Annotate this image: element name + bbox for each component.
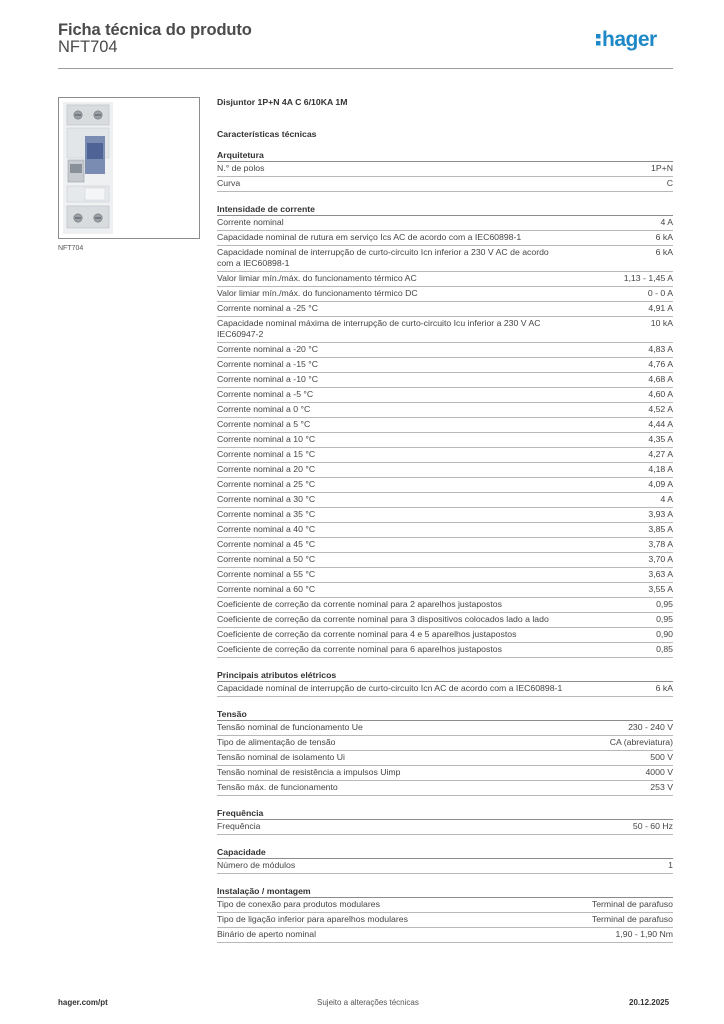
spec-group xyxy=(217,807,673,835)
spec-row xyxy=(217,216,673,231)
spec-label: Capacidade nominal de interrupção de curto-circuito Icn inferior a 230 V AC de acordo com a IEC60898-1 xyxy=(217,247,549,268)
spec-row xyxy=(217,523,673,538)
spec-row xyxy=(217,272,673,287)
spec-value: 4 A xyxy=(660,217,673,227)
spec-row xyxy=(217,162,673,177)
spec-row xyxy=(217,781,673,796)
spec-label: N.° de polos xyxy=(217,163,265,173)
spec-group xyxy=(217,708,673,796)
product-image xyxy=(58,97,200,239)
spec-row xyxy=(217,478,673,493)
spec-value: 0,95 xyxy=(656,614,673,624)
spec-label: Corrente nominal a -25 °C xyxy=(217,303,319,313)
spec-value: Terminal de parafuso xyxy=(591,899,673,909)
spec-label: Capacidade nominal máxima de interrupção de curto-circuito Icu inferior a 230 V AC IEC60947-2 xyxy=(217,318,541,339)
spec-label: Corrente nominal a 5 °C xyxy=(217,419,311,429)
page-title: Ficha técnica do produto xyxy=(58,21,252,39)
spec-value: 3,85 A xyxy=(648,524,673,534)
spec-value: 6 kA xyxy=(655,683,673,693)
spec-row xyxy=(217,553,673,568)
spec-value: 4,09 A xyxy=(648,479,673,489)
spec-row xyxy=(217,568,673,583)
spec-value: 4,83 A xyxy=(648,344,673,354)
spec-row xyxy=(217,508,673,523)
spec-group xyxy=(217,669,673,697)
spec-row xyxy=(217,388,673,403)
spec-label: Corrente nominal a 20 °C xyxy=(217,464,316,474)
spec-value: Terminal de parafuso xyxy=(591,914,673,924)
spec-row xyxy=(217,628,673,643)
spec-label: Número de módulos xyxy=(217,860,296,870)
spec-groups xyxy=(217,149,673,943)
spec-value: 500 V xyxy=(650,752,673,762)
spec-label: Capacidade nominal de interrupção de curto-circuito Icn AC de acordo com a IEC60898-1 xyxy=(217,683,563,693)
spec-label: Corrente nominal a 45 °C xyxy=(217,539,316,549)
spec-value: 3,78 A xyxy=(648,539,673,549)
spec-label: Tensão nominal de resistência a impulsos Uimp xyxy=(217,767,401,777)
spec-value: 50 - 60 Hz xyxy=(632,821,673,831)
spec-value: 6 kA xyxy=(655,232,673,242)
header-divider xyxy=(58,68,673,69)
spec-row xyxy=(217,913,673,928)
spec-row xyxy=(217,373,673,388)
spec-value: 4,60 A xyxy=(648,389,673,399)
spec-value: 1 xyxy=(668,860,673,870)
product-code: NFT704 xyxy=(58,38,118,56)
spec-label: Corrente nominal a 50 °C xyxy=(217,554,316,564)
spec-value: 1,13 - 1,45 A xyxy=(623,273,673,283)
spec-group-title: Intensidade de corrente xyxy=(217,203,673,216)
spec-label: Corrente nominal a 30 °C xyxy=(217,494,316,504)
spec-value: 4,52 A xyxy=(648,404,673,414)
spec-value: 0,95 xyxy=(656,599,673,609)
spec-value: 1P+N xyxy=(651,163,673,173)
spec-value: 3,93 A xyxy=(648,509,673,519)
spec-label: Corrente nominal a 35 °C xyxy=(217,509,316,519)
spec-value: 0,90 xyxy=(656,629,673,639)
svg-text:hager: hager xyxy=(602,28,657,51)
spec-row xyxy=(217,448,673,463)
spec-value: 0 - 0 A xyxy=(647,288,673,298)
spec-label: Corrente nominal a 25 °C xyxy=(217,479,316,489)
spec-group-title: Principais atributos elétricos xyxy=(217,669,673,682)
spec-label: Tensão máx. de funcionamento xyxy=(217,782,338,792)
spec-value: 4,35 A xyxy=(648,434,673,444)
footer-website: hager.com/pt xyxy=(58,998,108,1007)
spec-label: Coeficiente de correção da corrente nominal para 4 e 5 aparelhos justapostos xyxy=(217,629,517,639)
spec-label: Corrente nominal a 40 °C xyxy=(217,524,316,534)
spec-label: Coeficiente de correção da corrente nominal para 3 dispositivos colocados lado a lado xyxy=(217,614,549,624)
spec-group xyxy=(217,149,673,192)
spec-group-title: Instalação / montagem xyxy=(217,885,673,898)
spec-row xyxy=(217,317,673,343)
spec-value: 3,63 A xyxy=(648,569,673,579)
hager-logo xyxy=(594,26,674,54)
spec-value: 4,76 A xyxy=(648,359,673,369)
spec-label: Coeficiente de correção da corrente nominal para 6 aparelhos justapostos xyxy=(217,644,502,654)
product-name: Disjuntor 1P+N 4A C 6/10KA 1M xyxy=(217,97,348,107)
spec-row xyxy=(217,598,673,613)
spec-group-title: Frequência xyxy=(217,807,673,820)
spec-value: 0,85 xyxy=(656,644,673,654)
spec-label: Corrente nominal a -10 °C xyxy=(217,374,319,384)
spec-label: Frequência xyxy=(217,821,261,831)
spec-label: Valor limiar mín./máx. do funcionamento térmico DC xyxy=(217,288,418,298)
spec-value: 4,91 A xyxy=(648,303,673,313)
spec-value: 10 kA xyxy=(650,318,673,328)
characteristics-heading: Características técnicas xyxy=(217,129,317,139)
spec-label: Corrente nominal a -20 °C xyxy=(217,344,319,354)
spec-label: Corrente nominal a 15 °C xyxy=(217,449,316,459)
spec-value: C xyxy=(666,178,673,188)
spec-label: Tipo de alimentação de tensão xyxy=(217,737,336,747)
spec-label: Valor limiar mín./máx. do funcionamento térmico AC xyxy=(217,273,417,283)
circuit-breaker-illustration xyxy=(59,98,199,238)
spec-value: 4,27 A xyxy=(648,449,673,459)
spec-label: Corrente nominal a 55 °C xyxy=(217,569,316,579)
spec-row xyxy=(217,682,673,697)
spec-value: 4,68 A xyxy=(648,374,673,384)
spec-row xyxy=(217,403,673,418)
spec-value: 4000 V xyxy=(645,767,673,777)
spec-value: 3,70 A xyxy=(648,554,673,564)
spec-row xyxy=(217,433,673,448)
spec-row xyxy=(217,643,673,658)
spec-row xyxy=(217,538,673,553)
spec-group xyxy=(217,846,673,874)
product-image-caption: NFT704 xyxy=(58,245,84,252)
spec-value: 4,18 A xyxy=(648,464,673,474)
spec-row xyxy=(217,751,673,766)
spec-label: Coeficiente de correção da corrente nominal para 2 aparelhos justapostos xyxy=(217,599,502,609)
spec-label: Tensão nominal de isolamento Ui xyxy=(217,752,345,762)
spec-row xyxy=(217,820,673,835)
spec-label: Capacidade nominal de rutura em serviço Ics AC de acordo com a IEC60898-1 xyxy=(217,232,522,242)
spec-value: 6 kA xyxy=(655,247,673,257)
spec-row xyxy=(217,287,673,302)
spec-label: Corrente nominal a 10 °C xyxy=(217,434,316,444)
spec-row xyxy=(217,302,673,317)
spec-group xyxy=(217,203,673,658)
spec-row xyxy=(217,613,673,628)
spec-row xyxy=(217,583,673,598)
spec-row xyxy=(217,177,673,192)
spec-value: 253 V xyxy=(650,782,673,792)
spec-value: 3,55 A xyxy=(648,584,673,594)
spec-row xyxy=(217,928,673,943)
footer-date: 20.12.2025 xyxy=(629,998,670,1007)
spec-row xyxy=(217,358,673,373)
spec-row xyxy=(217,859,673,874)
spec-label: Tipo de ligação inferior para aparelhos modulares xyxy=(217,914,408,924)
spec-row xyxy=(217,493,673,508)
specifications-panel xyxy=(217,96,673,943)
spec-label: Corrente nominal a -5 °C xyxy=(217,389,314,399)
spec-group-title: Tensão xyxy=(217,708,673,721)
spec-value: CA (abreviatura) xyxy=(609,737,673,747)
spec-row xyxy=(217,246,673,272)
spec-label: Corrente nominal a -15 °C xyxy=(217,359,319,369)
spec-row xyxy=(217,736,673,751)
spec-group xyxy=(217,885,673,943)
spec-label: Corrente nominal xyxy=(217,217,284,227)
spec-row xyxy=(217,766,673,781)
spec-group-title: Capacidade xyxy=(217,846,673,859)
spec-label: Corrente nominal a 60 °C xyxy=(217,584,316,594)
spec-label: Tensão nominal de funcionamento Ue xyxy=(217,722,363,732)
spec-label: Binário de aperto nominal xyxy=(217,929,317,939)
spec-row xyxy=(217,418,673,433)
spec-label: Corrente nominal a 0 °C xyxy=(217,404,311,414)
spec-value: 4 A xyxy=(660,494,673,504)
spec-row xyxy=(217,898,673,913)
spec-row xyxy=(217,343,673,358)
spec-row xyxy=(217,463,673,478)
spec-group-title: Arquitetura xyxy=(217,149,673,162)
footer-disclaimer: Sujeito a alterações técnicas xyxy=(317,998,419,1007)
spec-label: Curva xyxy=(217,178,241,188)
spec-value: 4,44 A xyxy=(648,419,673,429)
spec-value: 230 - 240 V xyxy=(628,722,673,732)
spec-row xyxy=(217,231,673,246)
spec-label: Tipo de conexão para produtos modulares xyxy=(217,899,380,909)
spec-row xyxy=(217,721,673,736)
spec-value: 1,90 - 1,90 Nm xyxy=(615,929,673,939)
